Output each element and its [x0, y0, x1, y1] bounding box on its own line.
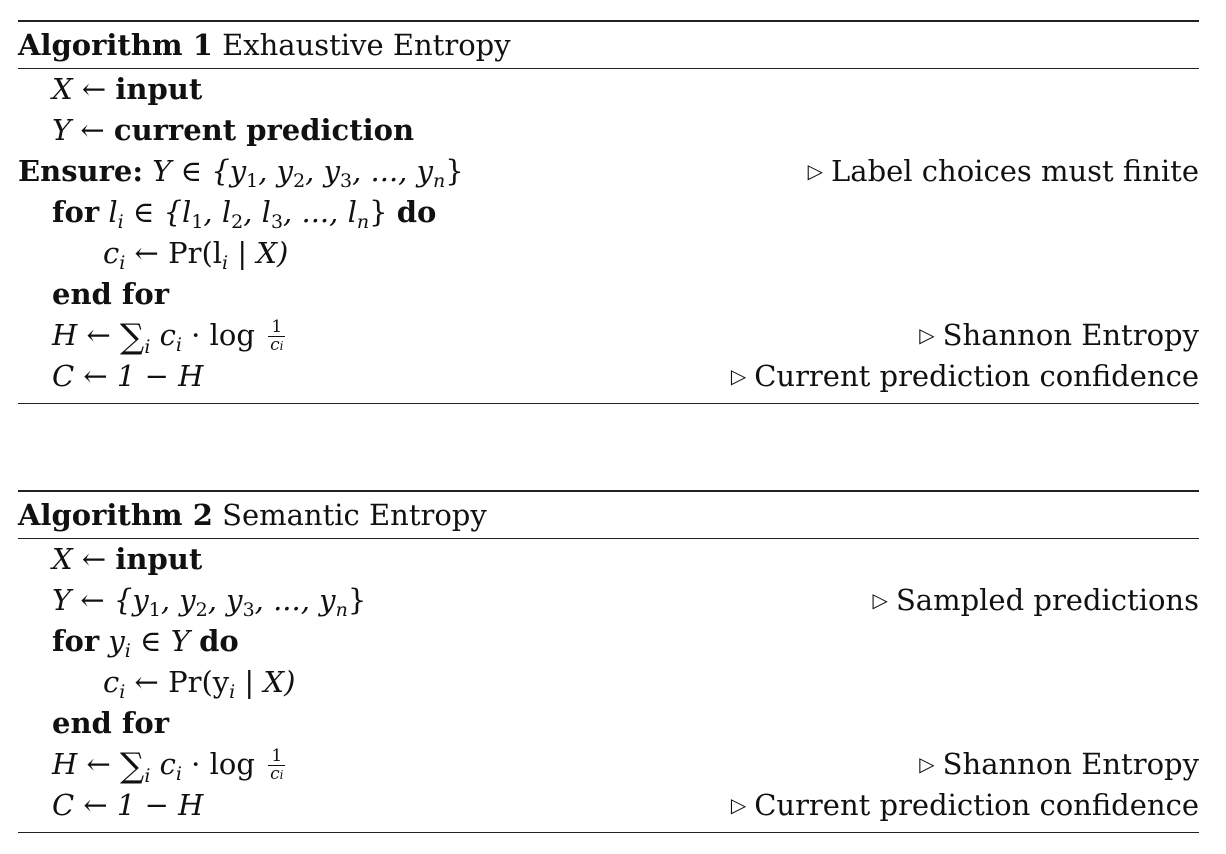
- comment-marker-icon: ▷: [730, 793, 747, 817]
- algorithm-1-block: [18, 20, 1199, 404]
- fraction-numerator: 1: [268, 748, 285, 766]
- fraction-denominator: [268, 337, 285, 355]
- fraction-denominator: [268, 766, 285, 784]
- subscript: i: [229, 681, 236, 703]
- comment-text: Current prediction confidence: [754, 788, 1199, 822]
- comment-text: Sampled predictions: [895, 583, 1199, 617]
- algo-line: [18, 192, 1199, 233]
- math-var: Y: [52, 113, 72, 147]
- math-expr: , y: [160, 583, 196, 617]
- algorithm-caption: [18, 22, 1199, 68]
- arrow: ←: [80, 113, 105, 147]
- algo-line: [18, 662, 1199, 703]
- subscript: i: [144, 765, 151, 787]
- math-expr: C ← 1 − H: [52, 788, 204, 822]
- math-expr: , ..., l: [283, 195, 357, 229]
- algo-line: [18, 110, 1199, 151]
- keyword: for: [52, 624, 100, 658]
- math-var: X: [52, 542, 73, 576]
- math-var: c: [103, 236, 120, 270]
- algo-line: [18, 621, 1199, 662]
- subscript: 3: [340, 170, 353, 192]
- math-expr: , l: [243, 195, 271, 229]
- math-var: y: [108, 624, 125, 658]
- math-expr: }: [445, 154, 464, 188]
- comment-text: Shannon Entropy: [942, 318, 1199, 352]
- subscript: i: [144, 336, 151, 358]
- math-var: c: [103, 665, 120, 699]
- math-expr: , y: [305, 154, 340, 188]
- line-comment: [731, 785, 1199, 826]
- keyword: Ensure:: [18, 154, 144, 188]
- comment-text: Shannon Entropy: [942, 747, 1199, 781]
- math-expr: | X): [235, 665, 296, 699]
- comment-marker-icon: ▷: [872, 588, 888, 612]
- algorithm-title: Exhaustive Entropy: [222, 28, 511, 62]
- arrow: ←: [81, 72, 107, 106]
- line-comment: [919, 744, 1199, 785]
- math-expr: | X): [228, 236, 289, 270]
- keyword: for: [52, 195, 100, 229]
- subscript: 1: [148, 599, 161, 621]
- math-var: c: [270, 335, 280, 355]
- fraction-numerator: 1: [268, 319, 285, 337]
- subscript: 3: [270, 211, 284, 233]
- math-expr: Y ← {y: [52, 583, 149, 617]
- math-expr: H ←: [52, 747, 121, 781]
- subscript: i: [124, 640, 131, 662]
- math-expr: , ..., y: [352, 154, 434, 188]
- subscript: i: [175, 334, 182, 356]
- keyword: current prediction: [113, 113, 415, 147]
- math-expr: ∈ Y: [130, 624, 200, 658]
- math-expr: , l: [203, 195, 232, 229]
- line-comment: [808, 151, 1199, 192]
- fraction: [268, 748, 285, 784]
- keyword: do: [199, 624, 239, 658]
- math-expr: , y: [207, 583, 243, 617]
- math-expr: C ← 1 − H: [52, 359, 204, 393]
- bottom-rule: [18, 403, 1199, 404]
- math-expr: Y ∈ {: [152, 154, 230, 188]
- algo-line: [18, 703, 1199, 744]
- comment-marker-icon: ▷: [807, 159, 824, 183]
- algorithm-number: Algorithm 1: [18, 28, 213, 62]
- algo-line: [18, 539, 1199, 580]
- algorithm-caption: [18, 492, 1199, 538]
- comment-marker-icon: ▷: [919, 323, 935, 347]
- algorithm-2-block: [18, 490, 1199, 833]
- math-expr: · log: [181, 747, 265, 781]
- algo-line: [18, 580, 1199, 621]
- subscript: 2: [293, 170, 306, 192]
- math-expr: ∈ {l: [123, 195, 192, 229]
- math-expr: y: [229, 154, 247, 188]
- subscript: i: [119, 252, 126, 274]
- math-expr: ← Pr(y: [125, 665, 230, 699]
- algorithm-number: Algorithm 2: [18, 498, 213, 532]
- subscript: i: [279, 339, 284, 353]
- subscript: 1: [191, 211, 204, 233]
- keyword: end for: [52, 706, 170, 740]
- algo-line: [18, 274, 1199, 315]
- algo-line: [18, 151, 1199, 192]
- arrow: ←: [81, 542, 107, 576]
- subscript: 2: [231, 211, 244, 233]
- bottom-rule: [18, 832, 1199, 833]
- comment-text: Label choices must finite: [831, 154, 1199, 188]
- algo-line: [18, 233, 1199, 274]
- keyword: do: [396, 195, 437, 229]
- math-var: X: [52, 72, 73, 106]
- algo-line: [18, 315, 1199, 356]
- subscript: n: [356, 211, 370, 233]
- comment-text: Current prediction confidence: [754, 359, 1199, 393]
- math-expr: }: [369, 195, 397, 229]
- keyword: end for: [52, 277, 170, 311]
- subscript: i: [222, 252, 229, 274]
- algo-line: [18, 744, 1199, 785]
- algo-line: [18, 785, 1199, 826]
- keyword: input: [115, 72, 203, 106]
- math-var: c: [270, 764, 280, 784]
- comment-marker-icon: ▷: [730, 364, 747, 388]
- line-comment: [919, 315, 1199, 356]
- sum-symbol: ∑: [120, 746, 145, 786]
- subscript: i: [175, 763, 182, 785]
- subscript: 2: [195, 599, 208, 621]
- line-comment: [731, 356, 1199, 397]
- math-expr: H ←: [52, 318, 121, 352]
- math-expr: , ..., y: [254, 583, 336, 617]
- math-expr: , y: [258, 154, 294, 188]
- math-var: c: [150, 747, 176, 781]
- algo-line: [18, 356, 1199, 397]
- subscript: 1: [246, 170, 259, 192]
- subscript: i: [117, 211, 124, 233]
- keyword: input: [115, 542, 203, 576]
- math-var: c: [150, 318, 176, 352]
- math-expr: · log: [181, 318, 265, 352]
- subscript: n: [433, 170, 446, 192]
- line-comment: [873, 580, 1199, 621]
- subscript: i: [279, 768, 284, 782]
- math-var: l: [108, 195, 118, 229]
- math-expr: ← Pr(l: [125, 236, 223, 270]
- sum-symbol: ∑: [120, 317, 145, 357]
- comment-marker-icon: ▷: [919, 752, 935, 776]
- subscript: 3: [242, 599, 255, 621]
- math-expr: }: [347, 583, 367, 617]
- algorithm-title: Semantic Entropy: [222, 498, 487, 532]
- subscript: n: [335, 599, 348, 621]
- algo-line: [18, 69, 1199, 110]
- fraction: [268, 319, 285, 355]
- subscript: i: [119, 681, 126, 703]
